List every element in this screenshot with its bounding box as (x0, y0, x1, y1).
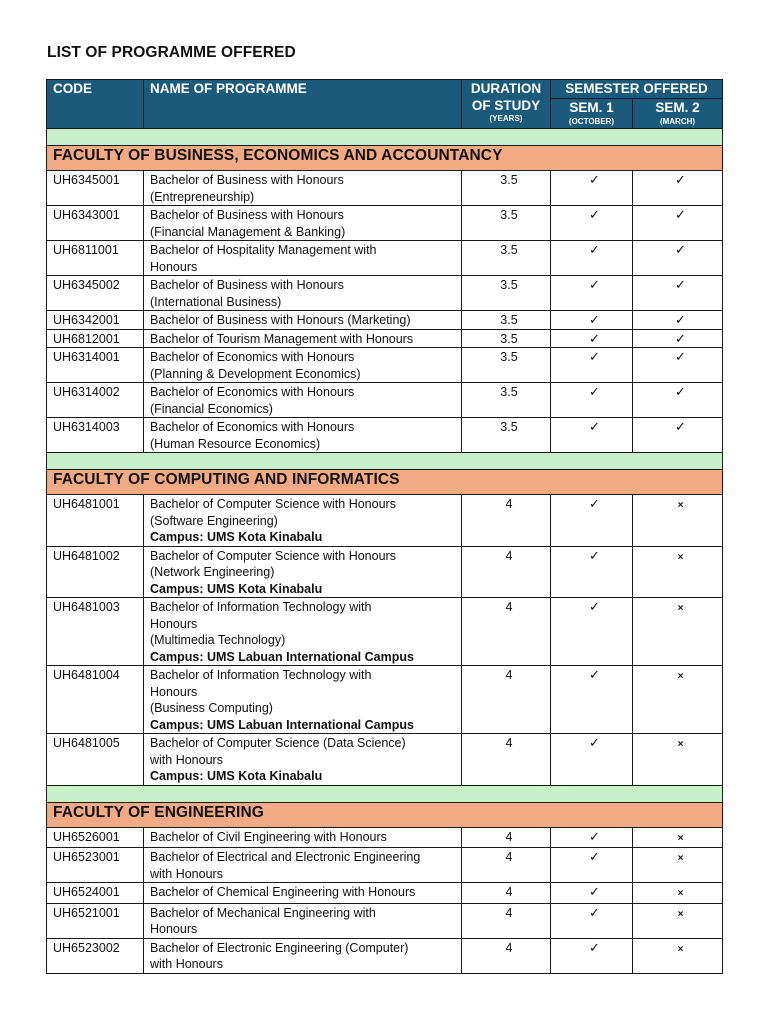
check-icon: ✓ (589, 547, 600, 563)
programme-sem2-cell (633, 383, 723, 418)
table-body (47, 129, 723, 974)
programme-duration: 4 (462, 546, 551, 598)
header-duration-unit: (YEARS) (489, 114, 523, 123)
programme-duration: 4 (462, 598, 551, 666)
programme-sem2-cell (633, 546, 723, 598)
header-sem2-month: (MARCH) (659, 116, 696, 126)
programme-row (47, 241, 723, 276)
programme-name-line: Bachelor of Computer Science (Data Science) (150, 736, 406, 750)
check-icon: ✓ (589, 242, 600, 257)
spacer-cell (47, 453, 723, 470)
programme-sem2-cell (633, 598, 723, 666)
cross-icon: × (677, 739, 684, 750)
programme-sem2-cell (633, 171, 723, 206)
programme-row (47, 598, 723, 666)
programme-name-line: Bachelor of Business with Honours (150, 173, 344, 187)
programme-name (144, 495, 462, 547)
check-icon: ✓ (589, 419, 600, 434)
programme-name (144, 383, 462, 418)
programme-code: UH6481004 (47, 666, 144, 734)
header-sem1 (551, 99, 633, 129)
programme-sem1-cell (551, 546, 633, 598)
programme-duration: 3.5 (462, 383, 551, 418)
check-icon: ✓ (675, 242, 686, 257)
programme-name (144, 848, 462, 883)
programme-row (47, 666, 723, 734)
programme-duration: 3.5 (462, 276, 551, 311)
programme-code: UH6481005 (47, 734, 144, 786)
programme-campus: Campus: UMS Kota Kinabalu (150, 769, 323, 783)
programme-code: UH6345002 (47, 276, 144, 311)
programme-row (47, 827, 723, 848)
programme-row (47, 418, 723, 453)
programme-sem2-cell (633, 418, 723, 453)
programme-name-line: (Financial Economics) (150, 401, 273, 416)
faculty-row (47, 802, 723, 827)
programme-name-line: Bachelor of Economics with Honours (150, 420, 355, 434)
check-icon: ✓ (675, 419, 686, 434)
programme-name-line: (Entrepreneurship) (150, 189, 255, 204)
programme-code: UH6523002 (47, 938, 144, 973)
programme-sem2-cell (633, 883, 723, 904)
programme-name-line: Bachelor of Computer Science with Honours (150, 497, 396, 511)
programme-name (144, 883, 462, 904)
cross-icon: × (677, 603, 684, 614)
programme-name (144, 666, 462, 734)
programme-duration: 4 (462, 938, 551, 973)
header-sem2-label: SEM. 2 (655, 100, 700, 115)
check-icon: ✓ (589, 904, 600, 920)
programme-row (47, 311, 723, 330)
programme-duration: 4 (462, 495, 551, 547)
programme-name (144, 938, 462, 973)
check-icon: ✓ (589, 884, 600, 899)
programme-duration: 4 (462, 903, 551, 938)
programme-sem2-cell (633, 329, 723, 348)
programme-duration: 4 (462, 734, 551, 786)
programme-name-line: Bachelor of Mechanical Engineering with (150, 905, 376, 920)
programme-code: UH6342001 (47, 311, 144, 330)
programme-code: UH6343001 (47, 206, 144, 241)
programme-name-line: with Honours (150, 957, 223, 971)
programme-name-line: Bachelor of Economics with Honours (150, 385, 355, 399)
programme-sem2-cell (633, 276, 723, 311)
programme-name (144, 903, 462, 938)
header-semester: SEMESTER OFFERED (551, 80, 723, 99)
programme-sem1-cell (551, 241, 633, 276)
cross-icon: × (677, 853, 684, 864)
programme-sem2-cell (633, 666, 723, 734)
cross-icon: × (677, 908, 684, 920)
header-duration-line2: OF STUDY (471, 97, 541, 113)
check-icon: ✓ (675, 207, 686, 222)
programme-name (144, 171, 462, 206)
programme-code: UH6523001 (47, 848, 144, 883)
programme-row (47, 848, 723, 883)
programme-sem1-cell (551, 734, 633, 786)
programme-code: UH6521001 (47, 903, 144, 938)
header-code: CODE (47, 80, 144, 129)
programme-name-line: Bachelor of Electrical and Electronic Engineering (150, 850, 421, 864)
programme-code: UH6481002 (47, 546, 144, 598)
programme-row (47, 206, 723, 241)
cross-icon: × (677, 551, 684, 563)
header-sem2 (633, 99, 723, 129)
programme-campus: Campus: UMS Labuan International Campus (150, 717, 414, 732)
programme-sem1-cell (551, 171, 633, 206)
faculty-name: FACULTY OF BUSINESS, ECONOMICS AND ACCOUNTANCY (47, 146, 723, 171)
programme-name-line: (Business Computing) (150, 701, 273, 715)
programme-name-line: Bachelor of Chemical Engineering with Honours (150, 885, 416, 899)
check-icon: ✓ (675, 349, 686, 364)
programme-duration: 3.5 (462, 418, 551, 453)
programme-name (144, 827, 462, 848)
programme-sem2-cell (633, 241, 723, 276)
programme-duration: 3.5 (462, 311, 551, 330)
programme-code: UH6481003 (47, 598, 144, 666)
programme-name (144, 734, 462, 786)
programme-name-line: Bachelor of Tourism Management with Honours (150, 331, 414, 346)
programme-name-line: Honours (150, 616, 198, 631)
programme-code: UH6524001 (47, 883, 144, 904)
programme-sem1-cell (551, 666, 633, 734)
programme-duration: 3.5 (462, 348, 551, 383)
check-icon: ✓ (589, 384, 600, 399)
faculty-row (47, 470, 723, 495)
check-icon: ✓ (589, 735, 600, 750)
check-icon: ✓ (675, 330, 686, 346)
table-header (47, 80, 723, 129)
programme-name-line: with Honours (150, 752, 223, 767)
programme-name (144, 241, 462, 276)
programme-sem1-cell (551, 848, 633, 883)
programme-name-line: Bachelor of Information Technology with (150, 600, 372, 614)
spacer-cell (47, 129, 723, 146)
programme-name-line: Bachelor of Computer Science with Honours (150, 548, 396, 563)
check-icon: ✓ (589, 349, 600, 364)
faculty-name: FACULTY OF ENGINEERING (47, 802, 723, 827)
programme-table (46, 79, 723, 974)
header-name: NAME OF PROGRAMME (144, 80, 462, 129)
programme-sem2-cell (633, 311, 723, 330)
programme-name-line: Honours (150, 259, 198, 274)
check-icon: ✓ (589, 330, 600, 346)
spacer-cell (47, 785, 723, 802)
header-sem1-label: SEM. 1 (569, 100, 614, 115)
programme-name-line: Bachelor of Economics with Honours (150, 350, 355, 364)
header-duration-line1: DURATION (470, 81, 542, 96)
programme-row (47, 903, 723, 938)
programme-row (47, 883, 723, 904)
programme-name-line: Bachelor of Civil Engineering with Honours (150, 829, 387, 844)
programme-sem1-cell (551, 598, 633, 666)
check-icon: ✓ (589, 599, 600, 614)
programme-duration: 4 (462, 883, 551, 904)
programme-sem2-cell (633, 734, 723, 786)
programme-duration: 4 (462, 827, 551, 848)
programme-campus: Campus: UMS Kota Kinabalu (150, 581, 323, 596)
programme-name-line: (Planning & Development Economics) (150, 366, 361, 381)
programme-row (47, 276, 723, 311)
cross-icon: × (677, 500, 684, 511)
check-icon: ✓ (589, 667, 600, 682)
programme-code: UH6526001 (47, 827, 144, 848)
programme-sem1-cell (551, 903, 633, 938)
programme-sem2-cell (633, 827, 723, 848)
programme-sem2-cell (633, 903, 723, 938)
programme-duration: 4 (462, 848, 551, 883)
programme-name (144, 348, 462, 383)
programme-row (47, 495, 723, 547)
programme-sem2-cell (633, 848, 723, 883)
programme-name (144, 418, 462, 453)
programme-name-line: Honours (150, 922, 198, 936)
programme-code: UH6345001 (47, 171, 144, 206)
header-sem1-month: (OCTOBER) (568, 116, 615, 126)
programme-name-line: (Multimedia Technology) (150, 633, 286, 647)
programme-duration: 3.5 (462, 171, 551, 206)
programme-sem1-cell (551, 495, 633, 547)
check-icon: ✓ (589, 207, 600, 222)
programme-code: UH6481001 (47, 495, 144, 547)
programme-name (144, 329, 462, 348)
check-icon: ✓ (589, 828, 600, 844)
programme-duration: 3.5 (462, 329, 551, 348)
programme-name-line: (International Business) (150, 294, 282, 309)
programme-code: UH6314003 (47, 418, 144, 453)
programme-name (144, 206, 462, 241)
programme-name (144, 311, 462, 330)
programme-name-line: Bachelor of Information Technology with (150, 668, 372, 682)
check-icon: ✓ (675, 312, 686, 327)
programme-sem1-cell (551, 827, 633, 848)
programme-code: UH6314001 (47, 348, 144, 383)
faculty-row (47, 146, 723, 171)
section-spacer (47, 129, 723, 146)
programme-row (47, 383, 723, 418)
programme-name-line: Honours (150, 684, 198, 699)
section-spacer (47, 785, 723, 802)
programme-sem2-cell (633, 495, 723, 547)
programme-row (47, 171, 723, 206)
page-title: LIST OF PROGRAMME OFFERED (47, 44, 296, 61)
programme-code: UH6314002 (47, 383, 144, 418)
programme-sem1-cell (551, 311, 633, 330)
programme-sem1-cell (551, 329, 633, 348)
programme-name (144, 598, 462, 666)
check-icon: ✓ (675, 277, 686, 292)
programme-name (144, 546, 462, 598)
programme-name-line: (Human Resource Economics) (150, 436, 321, 451)
programme-duration: 3.5 (462, 206, 551, 241)
check-icon: ✓ (589, 312, 600, 327)
cross-icon: × (677, 832, 684, 844)
programme-campus: Campus: UMS Kota Kinabalu (150, 530, 323, 544)
programme-name-line: Bachelor of Hospitality Management with (150, 243, 377, 257)
check-icon: ✓ (589, 277, 600, 292)
programme-sem1-cell (551, 276, 633, 311)
programme-row (47, 329, 723, 348)
programme-row (47, 734, 723, 786)
cross-icon: × (677, 888, 684, 899)
check-icon: ✓ (589, 172, 600, 187)
programme-sem1-cell (551, 883, 633, 904)
cross-icon: × (677, 671, 684, 682)
check-icon: ✓ (675, 172, 686, 187)
programme-sem2-cell (633, 348, 723, 383)
programme-duration: 3.5 (462, 241, 551, 276)
programme-name-line: Bachelor of Business with Honours (Marketing) (150, 313, 411, 327)
section-spacer (47, 453, 723, 470)
cross-icon: × (677, 943, 684, 955)
programme-row (47, 938, 723, 973)
programme-campus: Campus: UMS Labuan International Campus (150, 649, 414, 664)
programme-sem1-cell (551, 938, 633, 973)
programme-code: UH6812001 (47, 329, 144, 348)
programme-sem2-cell (633, 206, 723, 241)
programme-name-line: (Software Engineering) (150, 513, 278, 528)
programme-name-line: (Financial Management & Banking) (150, 224, 346, 239)
programme-code: UH6811001 (47, 241, 144, 276)
programme-sem1-cell (551, 383, 633, 418)
check-icon: ✓ (589, 849, 600, 864)
programme-name-line: with Honours (150, 866, 223, 881)
programme-duration: 4 (462, 666, 551, 734)
programme-sem1-cell (551, 418, 633, 453)
check-icon: ✓ (675, 384, 686, 399)
check-icon: ✓ (589, 496, 600, 511)
programme-name (144, 276, 462, 311)
programme-sem2-cell (633, 938, 723, 973)
programme-name-line: (Network Engineering) (150, 565, 275, 579)
programme-name-line: Bachelor of Electronic Engineering (Computer) (150, 940, 409, 955)
faculty-name: FACULTY OF COMPUTING AND INFORMATICS (47, 470, 723, 495)
programme-sem1-cell (551, 206, 633, 241)
check-icon: ✓ (589, 939, 600, 955)
programme-sem1-cell (551, 348, 633, 383)
programme-row (47, 348, 723, 383)
programme-name-line: Bachelor of Business with Honours (150, 278, 344, 292)
header-duration (462, 80, 551, 129)
programme-row (47, 546, 723, 598)
programme-name-line: Bachelor of Business with Honours (150, 208, 344, 222)
